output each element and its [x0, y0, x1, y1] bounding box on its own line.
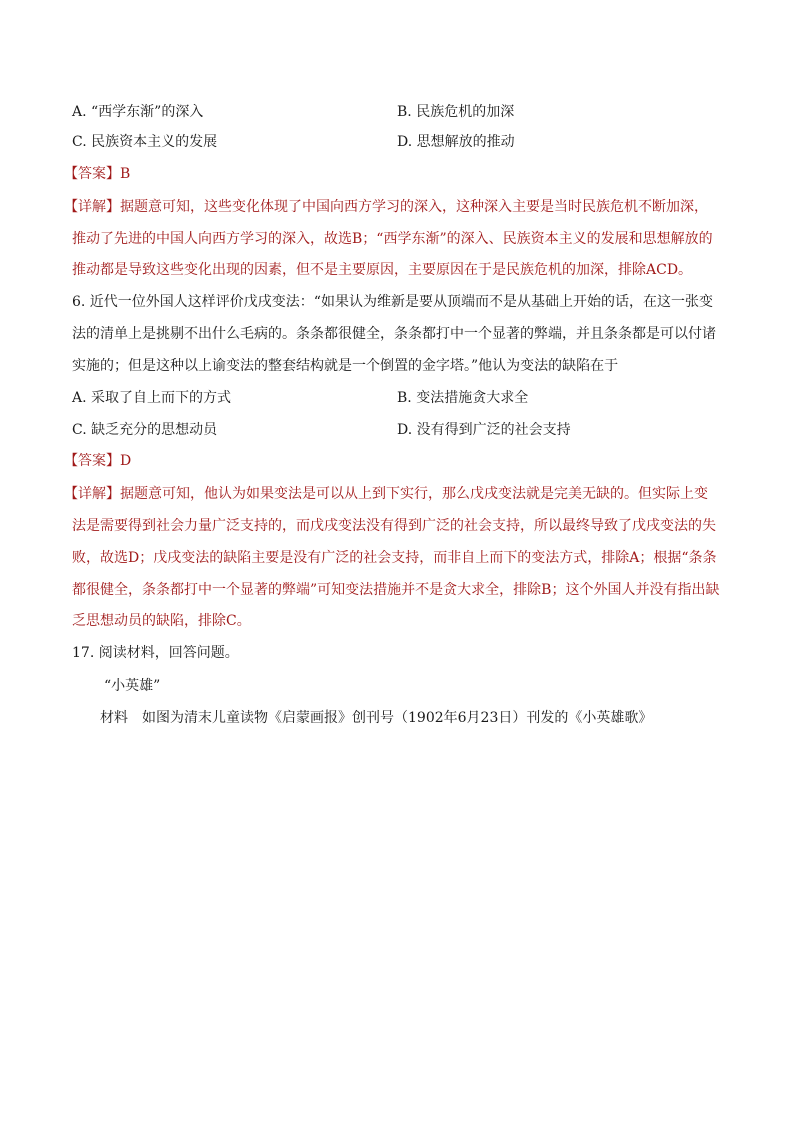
q17-title: 17. 阅读材料，回答问题。 — [72, 645, 239, 661]
answer-tag: 【答案】 — [64, 166, 120, 182]
q5-option-c: C. 民族资本主义的发展 — [72, 134, 218, 150]
q6-answer — [64, 451, 131, 471]
answer-value: B — [120, 166, 131, 182]
q6-stem-line-2: 法的清单上是挑剔不出什么毛病的。条条都很健全，条条都打中一个显著的弊端，并且条条都是可以付诸 — [72, 326, 716, 342]
answer-value: D — [120, 453, 132, 469]
q6-option-a: A. 采取了自上而下的方式 — [72, 390, 232, 406]
q6-option-c: C. 缺乏充分的思想动员 — [72, 422, 218, 438]
q5-detail-line-3: 推动都是导致这些变化出现的因素，但不是主要原因，主要原因在于是民族危机的加深，排除ACD。 — [72, 262, 693, 278]
q5-detail-line-1: 【详解】据题意可知，这些变化体现了中国向西方学习的深入，这种深入主要是当时民族危机不断加深， — [64, 199, 708, 215]
detail-tag: 【详解】 — [64, 486, 120, 502]
q5-option-d: D. 思想解放的推动 — [397, 134, 515, 150]
q6-detail-line-3: 败，故选D；戊戌变法的缺陷主要是没有广泛的社会支持，而非自上而下的变法方式，排除A；根据“条条 — [72, 550, 717, 566]
q5-detail-line-2: 推动了先进的中国人向西方学习的深入，故选B；“西学东渐”的深入、民族资本主义的发展和思想解放的 — [72, 231, 713, 247]
q17-subtitle: “小英雄” — [104, 678, 161, 694]
q5-answer — [64, 164, 130, 184]
detail-tag: 【详解】 — [64, 199, 120, 215]
q17-material: 材料 如图为清末儿童读物《启蒙画报》创刊号（1902年6月23日）刊发的《小英雄歌》 — [100, 710, 653, 726]
q6-option-d: D. 没有得到广泛的社会支持 — [397, 422, 571, 438]
q6-detail-line-2: 法是需要得到社会力量广泛支持的，而戊戌变法没有得到广泛的社会支持，所以最终导致了戊戌变法的失 — [72, 518, 716, 534]
q6-option-b: B. 变法措施贪大求全 — [397, 390, 529, 406]
q6-detail-line-5: 乏思想动员的缺陷，排除C。 — [72, 613, 251, 629]
q5-option-a: A. “西学东渐”的深入 — [72, 104, 204, 120]
answer-tag: 【答案】 — [64, 453, 120, 469]
q6-stem-line-1: 6. 近代一位外国人这样评价戊戌变法：“如果认为维新是要从顶端而不是从基础上开始的话，在这一张变 — [72, 294, 713, 310]
q6-detail-line-4: 都很健全，条条都打中一个显著的弊端”可知变法措施并不是贪大求全，排除B；这个外国人并没有指出缺 — [72, 582, 720, 598]
q5-option-b: B. 民族危机的加深 — [397, 104, 515, 120]
q6-stem-line-3: 实施的；但是这种以上谕变法的整套结构就是一个倒置的金字塔。”他认为变法的缺陷在于 — [72, 358, 619, 374]
q6-detail-line-1: 【详解】据题意可知，他认为如果变法是可以从上到下实行，那么戊戌变法就是完美无缺的。但实际上变 — [64, 486, 708, 502]
